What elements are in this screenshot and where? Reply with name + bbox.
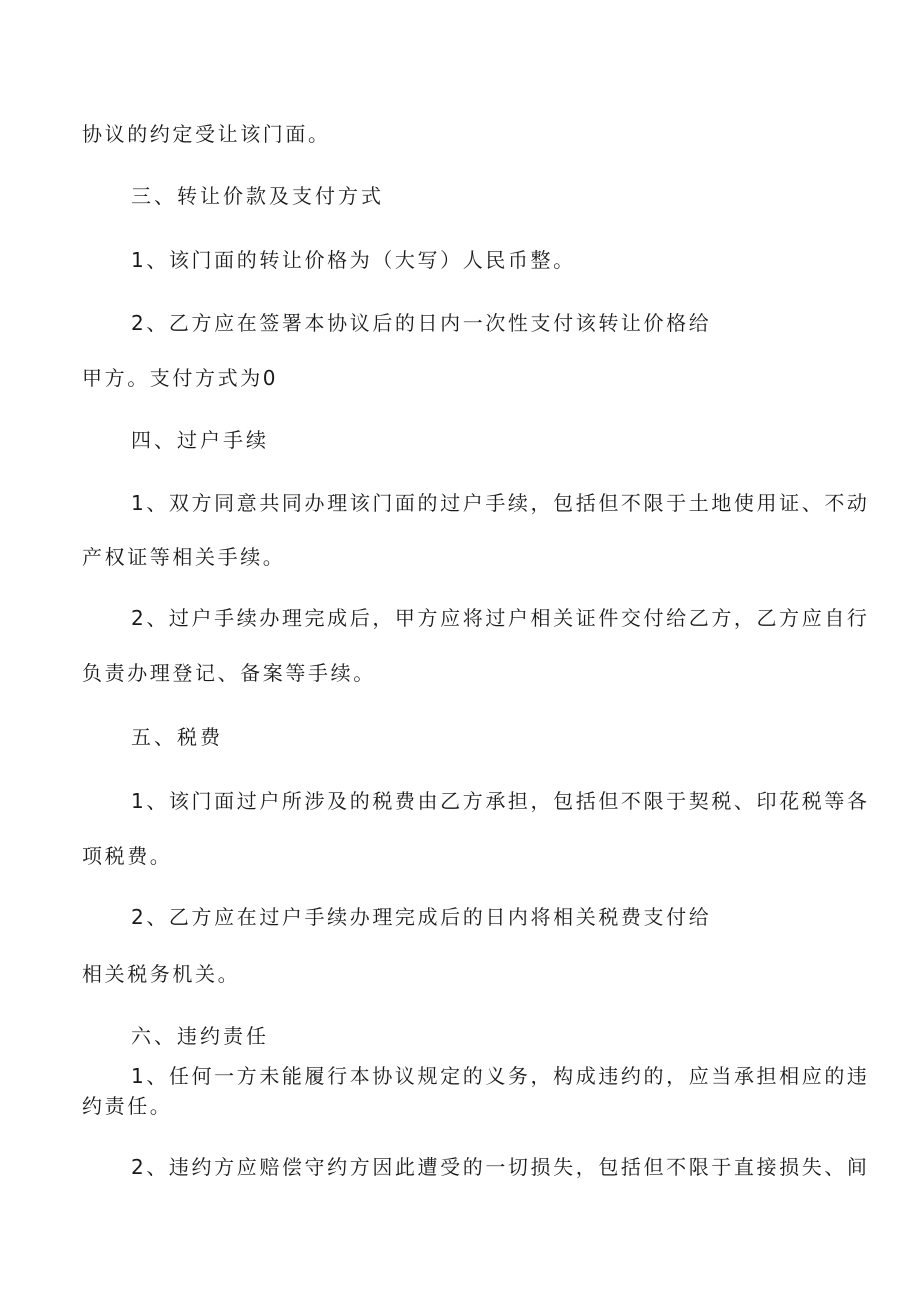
paragraph-line: 2、违约方应赔偿守约方因此遭受的一切损失，包括但不限于直接损失、间 <box>131 1155 870 1179</box>
paragraph-line: 甲方。支付方式为0 <box>82 366 279 390</box>
paragraph-line: 2、乙方应在签署本协议后的日内一次性支付该转让价格给 <box>131 311 712 335</box>
paragraph-line: 负责办理登记、备案等手续。 <box>82 661 376 685</box>
paragraph-line: 2、过户手续办理完成后，甲方应将过户相关证件交付给乙方，乙方应自行 <box>131 606 870 630</box>
section-heading-transfer: 四、过户手续 <box>131 428 269 452</box>
paragraph-line: 1、双方同意共同办理该门面的过户手续，包括但不限于土地使用证、不动 <box>131 491 870 515</box>
section-heading-taxes: 五、税费 <box>131 725 223 749</box>
paragraph-line: 1、该门面的转让价格为（大写）人民币整。 <box>131 248 576 272</box>
paragraph-line: 项税费。 <box>82 844 173 868</box>
paragraph-line: 产权证等相关手续。 <box>82 545 286 569</box>
paragraph-line: 约责任。 <box>82 1094 173 1118</box>
section-heading-liability: 六、违约责任 <box>131 1024 269 1048</box>
section-heading-payment: 三、转让价款及支付方式 <box>131 184 384 208</box>
paragraph-line: 相关税务机关。 <box>82 962 241 986</box>
paragraph-line: 1、该门面过户所涉及的税费由乙方承担，包括但不限于契税、印花税等各 <box>131 789 870 813</box>
paragraph-line: 协议的约定受让该门面。 <box>82 122 331 146</box>
paragraph-line: 1、任何一方未能履行本协议规定的义务，构成违约的，应当承担相应的违 <box>131 1064 870 1088</box>
paragraph-line: 2、乙方应在过户手续办理完成后的日内将相关税费支付给 <box>131 905 712 929</box>
